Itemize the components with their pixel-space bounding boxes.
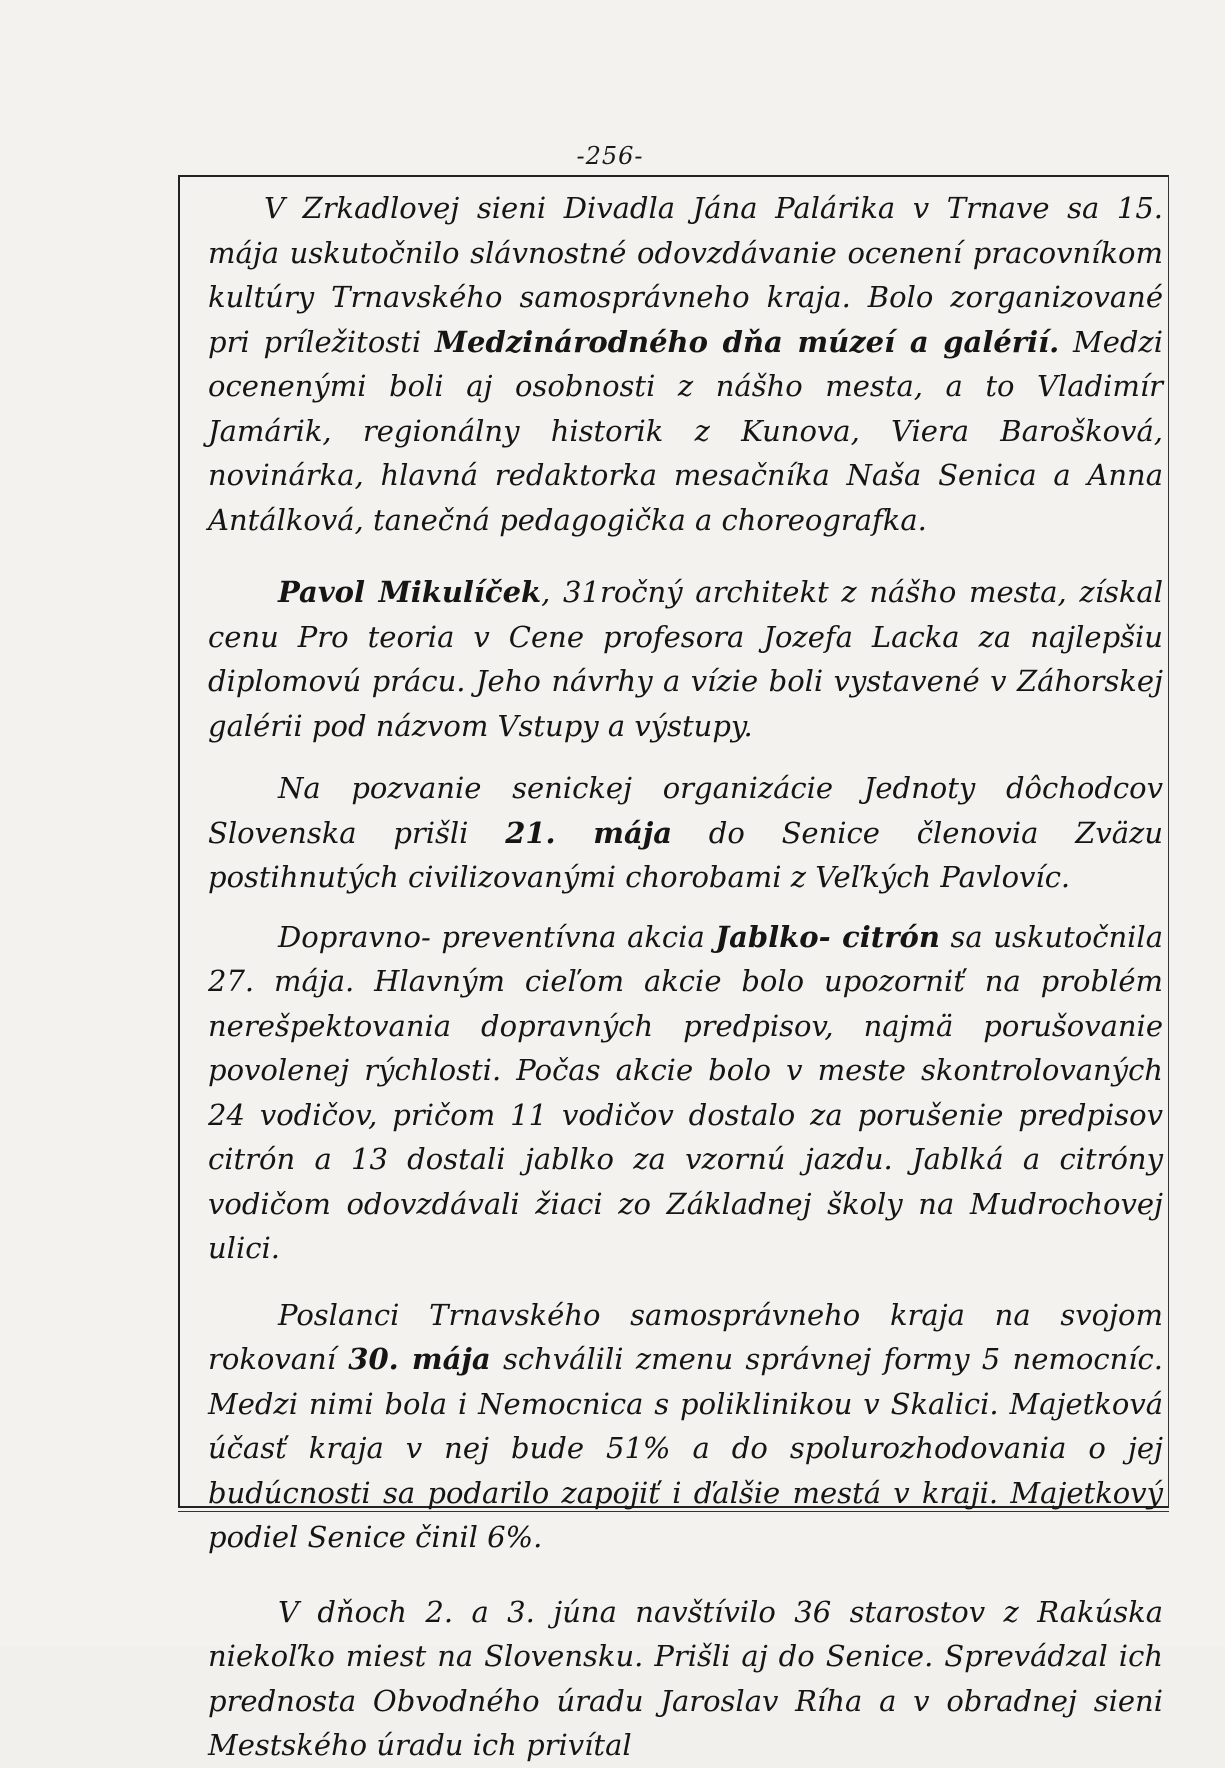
paragraph-text: Dopravno- preventívna akcia <box>278 919 716 954</box>
paragraph-text: Poslanci Trnavského samosprávneho kraja na svojom rokovaní <box>208 1297 1163 1376</box>
paragraph-text: Medzi ocenenými boli aj osobnosti z nášho mesta, a to Vladimír Jamárik, regionálny historik z Kunova, Viera Barošková, novinárka, hlavná redaktorka mesačníka Naša Senica a Anna Antálková, tanečná pedagogička a choreografka. <box>208 324 1163 537</box>
paragraph-jablko-citron <box>208 915 1163 1271</box>
paragraph-poslanci <box>208 1293 1163 1560</box>
paragraph-text: schválili zmenu správnej formy 5 nemocníc. Medzi nimi bola i Nemocnica s poliklinikou v Skalici. Majetková účasť kraja v nej bude 51% a do spolurozhodovania o jej budúcnosti sa podarilo zapojiť i ďalšie mestá v kraji. Majetkový podiel Senice činil 6%. <box>208 1342 1163 1554</box>
paragraph-text: sa uskutočnila 27. mája. Hlavným cieľom akcie bolo upozorniť na problém nerešpektovania dopravných predpisov, najmä porušovanie povolenej rýchlosti. Počas akcie bolo v meste skontrolovaných 24 vodičov, pričom 11 vodičov dostalo za porušenie predpisov citrón a 13 dostali jablko za vzornú jazdu. Jablká a citróny vodičom odovzdávali žiaci zo Základnej školy na Mudrochovej ulici. <box>208 919 1163 1265</box>
paragraph-jednota-dochodcov <box>208 766 1163 900</box>
paragraph-text: Na pozvanie senickej organizácie Jednoty dôchodcov Slovenska prišli <box>208 771 1163 850</box>
paragraph-text: , 31ročný architekt z nášho mesta, získal cenu Pro teoria v Cene profesora Jozefa Lacka za najlepšiu diplomovú prácu. Jeho návrhy a vízie boli vystavené v Záhorskej galérii pod názvom Vstupy a výstupy. <box>208 575 1163 743</box>
chronicle-text <box>208 186 1163 1768</box>
emphasis-text: Pavol Mikulíček <box>278 575 542 609</box>
emphasis-text: Jablko- citrón <box>715 919 940 954</box>
paragraph-ocenenia <box>208 186 1163 542</box>
emphasis-text: 30. mája <box>348 1342 491 1376</box>
paragraph-text: V dňoch 2. a 3. júna navštívilo 36 starostov z Rakúska niekoľko miest na Slovensku. Prišli aj do Senice. Sprevádzal ich prednosta Obvodného úradu Jaroslav Ríha a v obradnej sieni Mestského úradu ich privítal <box>208 1594 1163 1762</box>
page-number: -256- <box>576 142 644 170</box>
paragraph-starostovia <box>208 1590 1163 1768</box>
emphasis-text: Medzinárodného dňa múzeí a galérií. <box>434 324 1060 359</box>
paragraph-text: do Senice členovia Zväzu postihnutých civilizovanými chorobami z Veľkých Pavlovíc. <box>208 815 1163 894</box>
paragraph-mikulicek <box>208 570 1163 748</box>
paragraph-text: V Zrkadlovej sieni Divadla Jána Palárika v Trnave sa 15. mája uskutočnilo slávnostné odovzdávanie ocenení pracovníkom kultúry Trnavského samosprávneho kraja. Bolo zorganizované pri príležitosti <box>208 191 1163 359</box>
emphasis-text: 21. mája <box>505 815 673 850</box>
